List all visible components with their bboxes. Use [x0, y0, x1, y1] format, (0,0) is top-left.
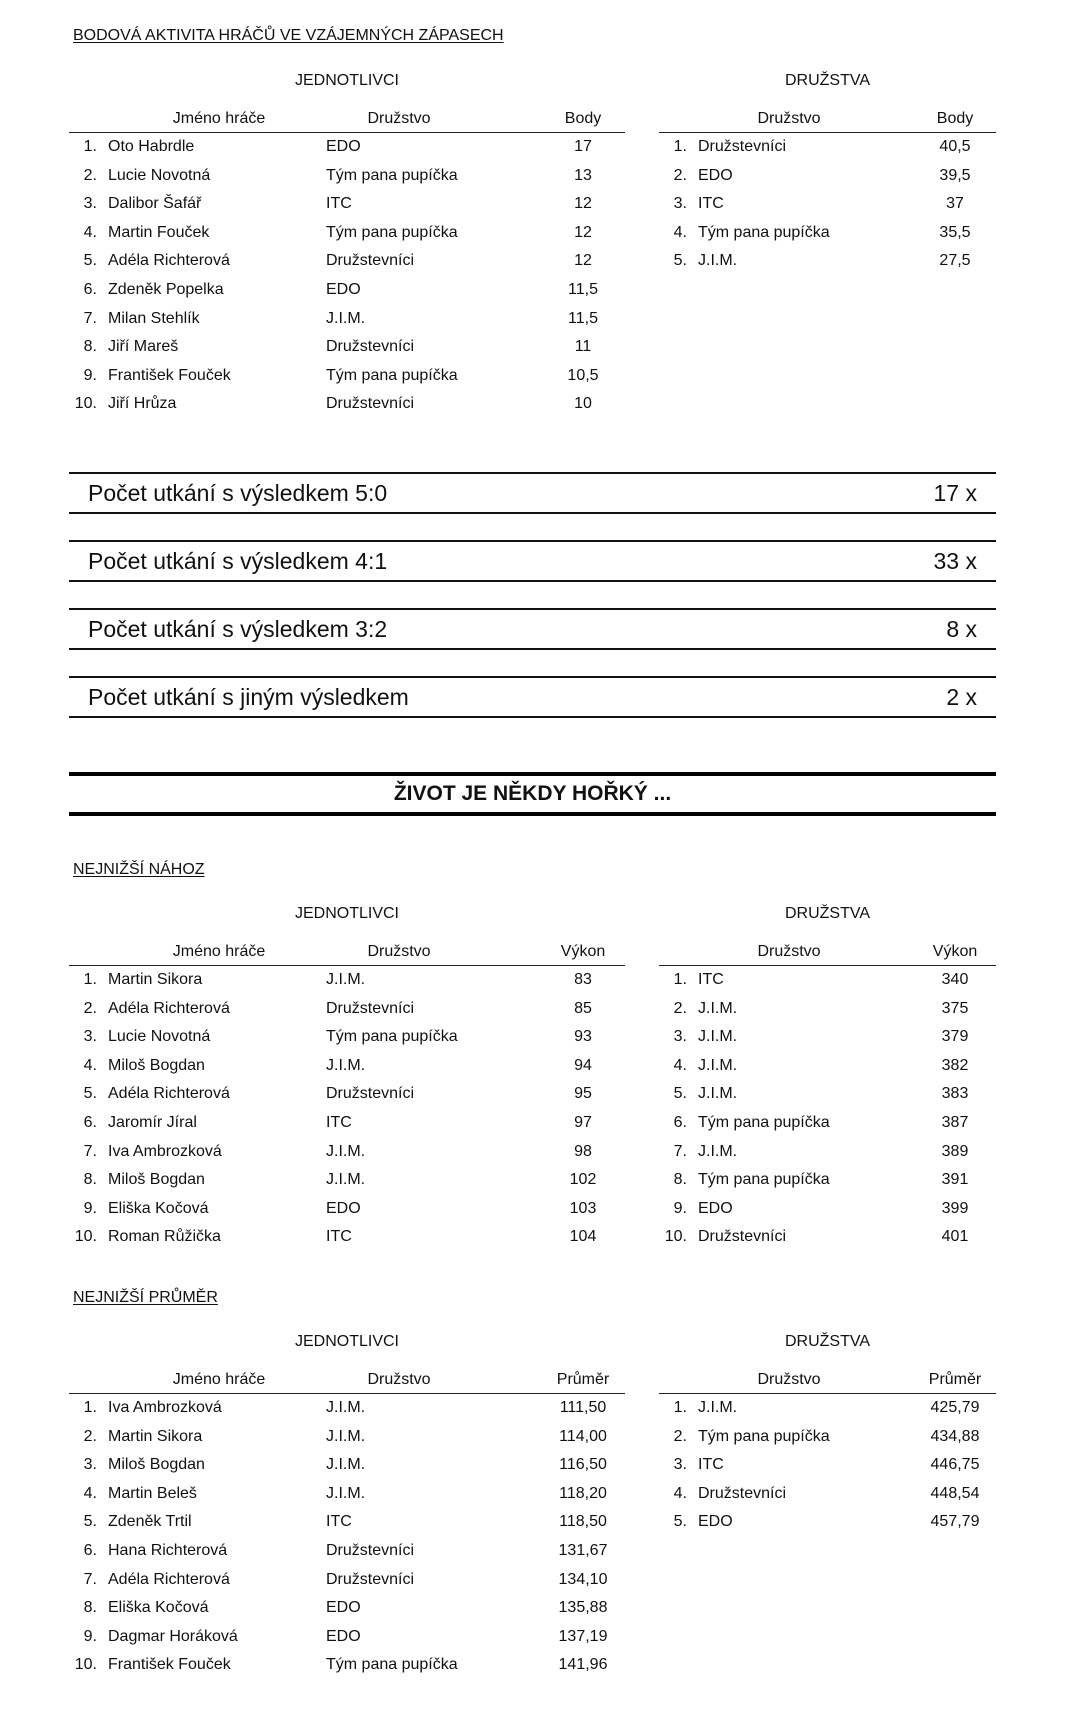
- team-cell: Tým pana pupíčka: [698, 1427, 830, 1445]
- table-header: [69, 1371, 625, 1394]
- team-cell: J.I.M.: [326, 1427, 366, 1445]
- table-row: [659, 1052, 996, 1081]
- value-cell: 11: [574, 338, 592, 356]
- value-cell: 11,5: [568, 309, 598, 327]
- result-label: Počet utkání s výsledkem 3:2: [88, 616, 388, 642]
- rank-cell: 5.: [83, 1085, 97, 1103]
- table-row: [69, 247, 625, 276]
- rank-cell: 3.: [83, 1028, 97, 1046]
- player-name-cell: Eliška Kočová: [108, 1199, 209, 1217]
- value-cell: 382: [941, 1056, 969, 1074]
- team-cell: J.I.M.: [698, 1142, 738, 1160]
- rank-cell: 10.: [74, 395, 97, 413]
- section-title-points: BODOVÁ AKTIVITA HRÁČŮ VE VZÁJEMNÝCH ZÁPASECH: [73, 27, 504, 44]
- value-cell: 103: [569, 1199, 597, 1217]
- team-cell: Tým pana pupíčka: [698, 223, 830, 241]
- player-name-cell: Miloš Bogdan: [108, 1056, 205, 1074]
- section-title-lowest-throw: NEJNIŽŠÍ NÁHOZ: [73, 861, 205, 878]
- value-cell: 134,10: [558, 1570, 608, 1588]
- rank-cell: 4.: [673, 1056, 687, 1074]
- team-cell: Tým pana pupíčka: [698, 1171, 830, 1189]
- table-row: [69, 966, 625, 995]
- player-name-cell: Zdeněk Trtil: [108, 1513, 192, 1531]
- column-header-value: Výkon: [560, 943, 606, 960]
- player-name-cell: Roman Růžička: [108, 1228, 221, 1246]
- team-cell: Družstevníci: [326, 999, 415, 1017]
- value-cell: 375: [941, 999, 969, 1017]
- player-name-cell: Jaromír Jíral: [108, 1113, 197, 1131]
- result-row: [69, 540, 996, 582]
- table-row: [659, 219, 996, 248]
- table-row: [69, 190, 625, 219]
- result-label: Počet utkání s výsledkem 4:1: [88, 548, 388, 574]
- team-cell: EDO: [326, 280, 361, 298]
- player-name-cell: Martin Beleš: [108, 1484, 197, 1502]
- player-name-cell: Hana Richterová: [108, 1541, 228, 1559]
- player-name-cell: Martin Sikora: [108, 971, 203, 988]
- column-header-name: Jméno hráče: [172, 943, 266, 960]
- team-cell: Tým pana pupíčka: [698, 1113, 830, 1131]
- column-header-team: Družstvo: [757, 943, 821, 960]
- rank-cell: 3.: [83, 195, 97, 213]
- value-cell: 448,54: [930, 1484, 980, 1502]
- value-cell: 116,50: [559, 1456, 607, 1474]
- team-cell: J.I.M.: [326, 1399, 366, 1416]
- team-cell: J.I.M.: [326, 1142, 366, 1160]
- table-row: [69, 1223, 625, 1252]
- team-cell: J.I.M.: [326, 971, 366, 988]
- result-count: 2 x: [946, 684, 977, 710]
- value-cell: 85: [574, 999, 592, 1017]
- rank-cell: 2.: [673, 999, 687, 1017]
- value-cell: 141,96: [558, 1656, 608, 1674]
- team-cell: J.I.M.: [698, 252, 738, 270]
- result-count: 33 x: [933, 548, 977, 574]
- player-name-cell: Adéla Richterová: [108, 999, 230, 1017]
- value-cell: 111,50: [559, 1399, 607, 1416]
- rank-cell: 1.: [673, 971, 687, 988]
- table-row: [69, 1023, 625, 1052]
- rank-cell: 9.: [673, 1199, 687, 1217]
- value-cell: 35,5: [939, 223, 971, 241]
- table-row: [659, 1423, 996, 1452]
- value-cell: 457,79: [930, 1513, 980, 1531]
- rank-cell: 1.: [673, 1399, 687, 1416]
- individuals-title: JEDNOTLIVCI: [294, 72, 399, 89]
- team-cell: Tým pana pupíčka: [326, 1656, 458, 1674]
- value-cell: 118,50: [559, 1513, 607, 1531]
- table-row: [659, 995, 996, 1024]
- lowest-average-teams-table: [659, 1371, 996, 1537]
- result-count: 8 x: [946, 616, 977, 642]
- teams-title: DRUŽSTVA: [784, 905, 871, 922]
- table-row: [69, 305, 625, 334]
- result-label: Počet utkání s výsledkem 5:0: [88, 480, 388, 506]
- result-row: [69, 676, 996, 718]
- table-row: [659, 162, 996, 191]
- rank-cell: 5.: [673, 1513, 687, 1531]
- team-cell: ITC: [326, 1113, 352, 1131]
- table-row: [659, 1394, 996, 1423]
- value-cell: 446,75: [930, 1456, 980, 1474]
- rank-cell: 1.: [83, 1399, 97, 1416]
- rank-cell: 1.: [673, 138, 687, 155]
- table-row: [69, 1508, 625, 1537]
- value-cell: 95: [574, 1085, 592, 1103]
- player-name-cell: Dagmar Horáková: [108, 1627, 238, 1645]
- player-name-cell: Oto Habrdle: [108, 138, 195, 155]
- table-row: [659, 1023, 996, 1052]
- player-name-cell: Martin Fouček: [108, 223, 210, 241]
- value-cell: 340: [941, 971, 969, 988]
- rank-cell: 4.: [673, 1484, 687, 1502]
- table-row: [659, 1451, 996, 1480]
- team-cell: ITC: [326, 1228, 352, 1246]
- rank-cell: 4.: [673, 223, 687, 241]
- rank-cell: 8.: [83, 1599, 97, 1617]
- value-cell: 399: [941, 1199, 969, 1217]
- table-row: [69, 276, 625, 305]
- lowest-throw-teams-table: [659, 943, 996, 1252]
- value-cell: 83: [574, 971, 592, 988]
- table-row: [659, 1480, 996, 1509]
- table-row: [69, 219, 625, 248]
- column-header-team: Družstvo: [367, 1371, 431, 1388]
- column-header-team: Družstvo: [757, 1371, 821, 1388]
- rank-cell: 2.: [83, 1427, 97, 1445]
- rank-cell: 7.: [83, 309, 97, 327]
- rank-cell: 7.: [83, 1142, 97, 1160]
- value-cell: 104: [569, 1228, 597, 1246]
- lowest-average-individuals-table: [69, 1371, 625, 1680]
- rank-cell: 8.: [673, 1171, 687, 1189]
- team-cell: Tým pana pupíčka: [326, 166, 458, 184]
- column-header-team: Družstvo: [757, 110, 821, 127]
- table-row: [69, 1394, 625, 1423]
- team-cell: EDO: [698, 166, 733, 184]
- table-row: [69, 1423, 625, 1452]
- rank-cell: 5.: [673, 1085, 687, 1103]
- team-cell: Družstevníci: [698, 138, 787, 155]
- team-cell: J.I.M.: [326, 309, 366, 327]
- table-row: [659, 1109, 996, 1138]
- value-cell: 17: [574, 138, 592, 155]
- table-row: [69, 1566, 625, 1595]
- team-cell: J.I.M.: [698, 999, 738, 1017]
- rank-cell: 10.: [74, 1656, 97, 1674]
- player-name-cell: Milan Stehlík: [108, 309, 200, 327]
- rank-cell: 4.: [83, 1056, 97, 1074]
- team-cell: J.I.M.: [698, 1056, 738, 1074]
- value-cell: 114,00: [559, 1427, 607, 1445]
- value-cell: 97: [574, 1113, 592, 1131]
- team-cell: EDO: [326, 1199, 361, 1217]
- table-row: [659, 247, 996, 276]
- team-cell: J.I.M.: [698, 1399, 738, 1416]
- player-name-cell: Lucie Novotná: [108, 166, 211, 184]
- table-header: [69, 110, 625, 133]
- table-header: [659, 110, 996, 133]
- player-name-cell: Iva Ambrozková: [108, 1142, 222, 1160]
- table-row: [659, 1508, 996, 1537]
- column-header-name: Jméno hráče: [172, 110, 266, 127]
- team-cell: J.I.M.: [326, 1484, 366, 1502]
- player-name-cell: Adéla Richterová: [108, 252, 230, 270]
- value-cell: 13: [574, 166, 592, 184]
- table-row: [69, 1166, 625, 1195]
- team-cell: Družstevníci: [326, 338, 415, 356]
- table-row: [69, 1052, 625, 1081]
- rank-cell: 9.: [83, 366, 97, 384]
- table-row: [69, 1109, 625, 1138]
- value-cell: 102: [569, 1171, 597, 1189]
- team-cell: EDO: [326, 1627, 361, 1645]
- table-row: [69, 1651, 625, 1680]
- rank-cell: 4.: [83, 1484, 97, 1502]
- player-name-cell: Miloš Bogdan: [108, 1456, 205, 1474]
- team-cell: Družstevníci: [326, 1541, 415, 1559]
- team-cell: ITC: [698, 195, 724, 213]
- value-cell: 389: [941, 1142, 969, 1160]
- team-cell: Družstevníci: [326, 395, 415, 413]
- value-cell: 12: [574, 195, 592, 213]
- value-cell: 137,19: [558, 1627, 608, 1645]
- rank-cell: 9.: [83, 1199, 97, 1217]
- table-row: [69, 162, 625, 191]
- player-name-cell: František Fouček: [108, 1656, 231, 1674]
- lowest-throw-individuals-table: [69, 943, 625, 1252]
- value-cell: 11,5: [568, 280, 598, 298]
- value-cell: 10,5: [567, 366, 599, 384]
- value-cell: 387: [941, 1113, 969, 1131]
- rank-cell: 2.: [83, 999, 97, 1017]
- rank-cell: 2.: [673, 1427, 687, 1445]
- table-row: [69, 362, 625, 391]
- rank-cell: 1.: [83, 971, 97, 988]
- player-name-cell: Adéla Richterová: [108, 1085, 230, 1103]
- team-cell: EDO: [326, 138, 361, 155]
- team-cell: ITC: [698, 1456, 724, 1474]
- rank-cell: 3.: [83, 1456, 97, 1474]
- table-row: [69, 1451, 625, 1480]
- result-row: [69, 608, 996, 650]
- table-row: [69, 333, 625, 362]
- value-cell: 27,5: [939, 252, 971, 270]
- value-cell: 379: [941, 1028, 969, 1046]
- rank-cell: 2.: [673, 166, 687, 184]
- player-name-cell: Jiří Hrůza: [108, 395, 177, 413]
- rank-cell: 8.: [83, 1171, 97, 1189]
- team-cell: ITC: [326, 1513, 352, 1531]
- value-cell: 39,5: [939, 166, 971, 184]
- team-cell: ITC: [698, 971, 724, 988]
- rank-cell: 10.: [74, 1228, 97, 1246]
- rank-cell: 7.: [83, 1570, 97, 1588]
- team-cell: Tým pana pupíčka: [326, 1028, 458, 1046]
- points-teams-table: [659, 110, 996, 276]
- value-cell: 425,79: [930, 1399, 980, 1416]
- value-cell: 40,5: [939, 138, 971, 155]
- player-name-cell: Iva Ambrozková: [108, 1399, 222, 1416]
- team-cell: EDO: [326, 1599, 361, 1617]
- value-cell: 401: [941, 1228, 969, 1246]
- table-row: [69, 1480, 625, 1509]
- column-header-value: Průměr: [928, 1371, 982, 1388]
- rank-cell: 9.: [83, 1627, 97, 1645]
- team-cell: Družstevníci: [326, 252, 415, 270]
- teams-title: DRUŽSTVA: [784, 1333, 871, 1350]
- team-cell: J.I.M.: [698, 1085, 738, 1103]
- table-header: [659, 1371, 996, 1394]
- player-name-cell: Martin Sikora: [108, 1427, 203, 1445]
- table-row: [69, 1537, 625, 1566]
- table-row: [659, 1195, 996, 1224]
- rank-cell: 5.: [673, 252, 687, 270]
- value-cell: 10: [574, 395, 592, 413]
- player-name-cell: Adéla Richterová: [108, 1570, 230, 1588]
- value-cell: 391: [941, 1171, 969, 1189]
- points-individuals-table: [69, 110, 625, 419]
- table-row: [69, 1138, 625, 1167]
- table-row: [659, 966, 996, 995]
- rank-cell: 2.: [83, 166, 97, 184]
- result-count: 17 x: [933, 480, 977, 506]
- table-row: [69, 390, 625, 419]
- player-name-cell: František Fouček: [108, 366, 231, 384]
- player-name-cell: Eliška Kočová: [108, 1599, 209, 1617]
- team-cell: Družstevníci: [698, 1484, 787, 1502]
- table-row: [659, 190, 996, 219]
- table-row: [659, 1138, 996, 1167]
- rank-cell: 3.: [673, 195, 687, 213]
- column-header-value: Výkon: [932, 943, 978, 960]
- value-cell: 12: [574, 223, 592, 241]
- value-cell: 93: [574, 1028, 592, 1046]
- team-cell: Družstevníci: [698, 1228, 787, 1246]
- table-header: [659, 943, 996, 966]
- column-header-name: Jméno hráče: [172, 1371, 266, 1388]
- rank-cell: 3.: [673, 1456, 687, 1474]
- section-title-lowest-average: NEJNIŽŠÍ PRŮMĚR: [73, 1289, 218, 1306]
- rank-cell: 3.: [673, 1028, 687, 1046]
- rank-cell: 6.: [83, 1113, 97, 1131]
- table-row: [69, 133, 625, 162]
- column-header-value: Body: [564, 110, 602, 127]
- teams-title: DRUŽSTVA: [784, 72, 871, 89]
- value-cell: 434,88: [930, 1427, 980, 1445]
- rank-cell: 1.: [83, 138, 97, 155]
- column-header-value: Body: [936, 110, 974, 127]
- rank-cell: 6.: [673, 1113, 687, 1131]
- table-row: [659, 1080, 996, 1109]
- value-cell: 94: [574, 1056, 592, 1074]
- player-name-cell: Lucie Novotná: [108, 1028, 211, 1046]
- value-cell: 118,20: [559, 1484, 607, 1502]
- table-row: [69, 1195, 625, 1224]
- value-cell: 135,88: [558, 1599, 608, 1617]
- rank-cell: 6.: [83, 280, 97, 298]
- rank-cell: 6.: [83, 1541, 97, 1559]
- column-header-value: Průměr: [556, 1371, 610, 1388]
- table-row: [69, 995, 625, 1024]
- result-label: Počet utkání s jiným výsledkem: [88, 684, 409, 710]
- team-cell: Družstevníci: [326, 1085, 415, 1103]
- value-cell: 12: [574, 252, 592, 270]
- team-cell: EDO: [698, 1513, 733, 1531]
- table-row: [659, 1223, 996, 1252]
- table-row: [659, 133, 996, 162]
- rank-cell: 8.: [83, 338, 97, 356]
- table-row: [69, 1594, 625, 1623]
- player-name-cell: Zdeněk Popelka: [108, 280, 224, 298]
- player-name-cell: Miloš Bogdan: [108, 1171, 205, 1189]
- value-cell: 383: [941, 1085, 969, 1103]
- value-cell: 131,67: [558, 1541, 608, 1559]
- column-header-team: Družstvo: [367, 110, 431, 127]
- individuals-title: JEDNOTLIVCI: [294, 905, 399, 922]
- banner-heading: ŽIVOT JE NĚKDY HOŘKÝ ...: [69, 772, 996, 816]
- result-row: [69, 472, 996, 514]
- team-cell: Družstevníci: [326, 1570, 415, 1588]
- rank-cell: 5.: [83, 1513, 97, 1531]
- team-cell: ITC: [326, 195, 352, 213]
- table-row: [69, 1080, 625, 1109]
- team-cell: J.I.M.: [326, 1456, 366, 1474]
- team-cell: J.I.M.: [326, 1056, 366, 1074]
- team-cell: J.I.M.: [698, 1028, 738, 1046]
- table-row: [69, 1623, 625, 1652]
- table-header: [69, 943, 625, 966]
- team-cell: EDO: [698, 1199, 733, 1217]
- value-cell: 37: [946, 195, 964, 213]
- rank-cell: 4.: [83, 223, 97, 241]
- table-row: [659, 1166, 996, 1195]
- player-name-cell: Dalibor Šafář: [108, 195, 202, 213]
- individuals-title: JEDNOTLIVCI: [294, 1333, 399, 1350]
- team-cell: Tým pana pupíčka: [326, 366, 458, 384]
- rank-cell: 7.: [673, 1142, 687, 1160]
- team-cell: J.I.M.: [326, 1171, 366, 1189]
- rank-cell: 10.: [664, 1228, 687, 1246]
- value-cell: 98: [574, 1142, 592, 1160]
- rank-cell: 5.: [83, 252, 97, 270]
- player-name-cell: Jiří Mareš: [108, 338, 179, 356]
- column-header-team: Družstvo: [367, 943, 431, 960]
- team-cell: Tým pana pupíčka: [326, 223, 458, 241]
